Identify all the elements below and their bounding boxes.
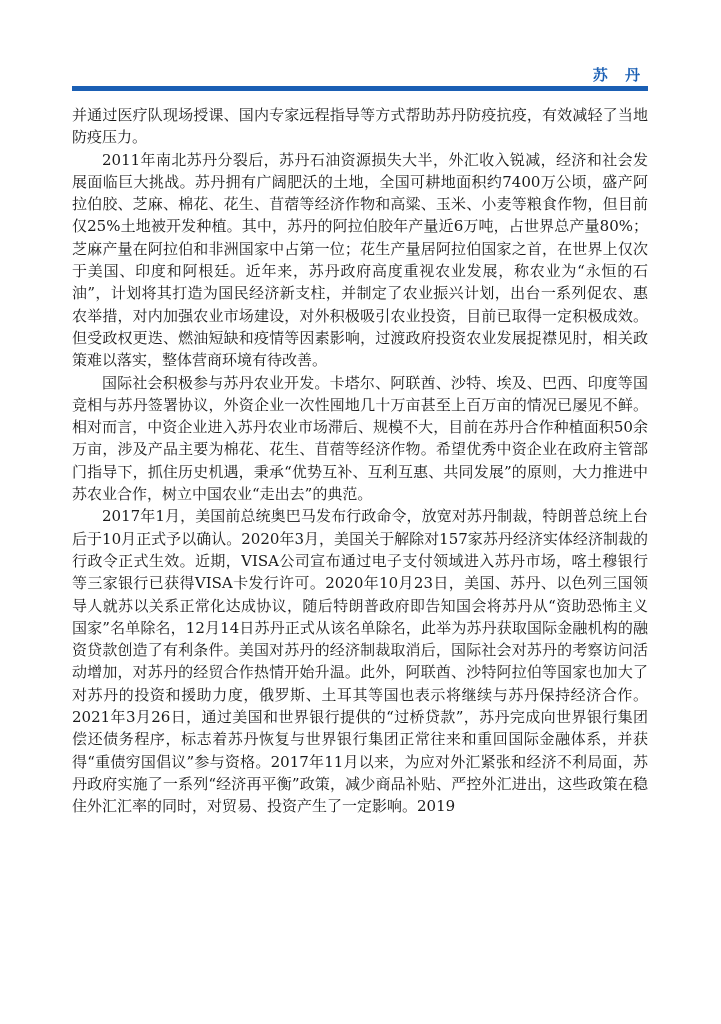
paragraph-international-agriculture: 国际社会积极参与苏丹农业开发。卡塔尔、阿联酋、沙特、埃及、巴西、印度等国竞相与苏丹签署协议，外资企业一次性囤地几十万亩甚至上百万亩的情况已屡见不鲜。相对而言，中资企业进入苏丹农业市场滞后、规模不大，目前在苏丹合作种植面积50余万亩，涉及产品主要为棉花、花生、苜蓿等经济作物。希望优秀中资企业在政府主管部门指导下，抓住历史机遇，秉承“优势互补、互利互惠、共同发展”的原则，大力推进中苏农业合作，树立中国农业“走出去”的典范。 (72, 373, 648, 504)
page-header (72, 60, 648, 94)
header-rule (72, 86, 648, 91)
running-header-title: 苏 丹 (592, 66, 646, 84)
paragraph-continuation: 并通过医疗队现场授课、国内专家远程指导等方式帮助苏丹防疫抗疫，有效减轻了当地防疫压力。 (72, 106, 648, 147)
paragraph-economy: 2011年南北苏丹分裂后，苏丹石油资源损失大半，外汇收入锐减，经济和社会发展面临巨大挑战。苏丹拥有广阔肥沃的土地，全国可耕地面积约7400万公顷，盛产阿拉伯胶、芝麻、棉花、花生、苜蓿等经济作物和高粱、玉米、小麦等粮食作物，但目前仅25%土地被开发种植。其中，苏丹的阿拉伯胶年产量近6万吨，占世界总产量80%；芝麻产量在阿拉伯和非洲国家中占第一位；花生产量居阿拉伯国家之首，在世界上仅次于美国、印度和阿根廷。近年来，苏丹政府高度重视农业发展，称农业为“永恒的石油”，计划将其打造为国民经济新支柱，并制定了农业振兴计划，出台一系列促农、惠农举措，对内加强农业市场建设，对外积极吸引农业投资，目前已取得一定积极成效。但受政权更迭、燃油短缺和疫情等因素影响，过渡政府投资农业发展捉襟见肘，相关政策难以落实，整体营商环境有待改善。 (72, 150, 648, 370)
paragraph-sanctions: 2017年1月，美国前总统奥巴马发布行政命令，放宽对苏丹制裁，特朗普总统上台后于10月正式予以确认。2020年3月，美国关于解除对157家苏丹经济实体经济制裁的行政令正式生效。近期，VISA公司宣布通过电子支付领域进入苏丹市场，喀土穆银行等三家银行已获得VISA卡发行许可。2020年10月23日，美国、苏丹、以色列三国领导人就苏以关系正常化达成协议，随后特朗普政府即告知国会将苏丹从“资助恐怖主义国家”名单除名，12月14日苏丹正式从该名单除名，此举为苏丹获取国际金融机构的融资贷款创造了有利条件。美国对苏丹的经济制裁取消后，国际社会对苏丹的考察访问活动增加，对苏丹的经贸合作热情开始升温。此外，阿联酋、沙特阿拉伯等国家也加大了对苏丹的投资和援助力度，俄罗斯、土耳其等国也表示将继续与苏丹保持经济合作。2021年3月26日，通过美国和世界银行提供的“过桥贷款”，苏丹完成向世界银行集团偿还债务程序，标志着苏丹恢复与世界银行集团正常往来和重回国际金融体系，并获得“重债穷国倡议”参与资格。2017年11月以来，为应对外汇紧张和经济不利局面，苏丹政府实施了一系列“经济再平衡”政策，减少商品补贴、严控外汇进出，这些政策在稳住外汇汇率的同时，对贸易、投资产生了一定影响。2019 (72, 507, 648, 816)
body-text (72, 104, 648, 818)
